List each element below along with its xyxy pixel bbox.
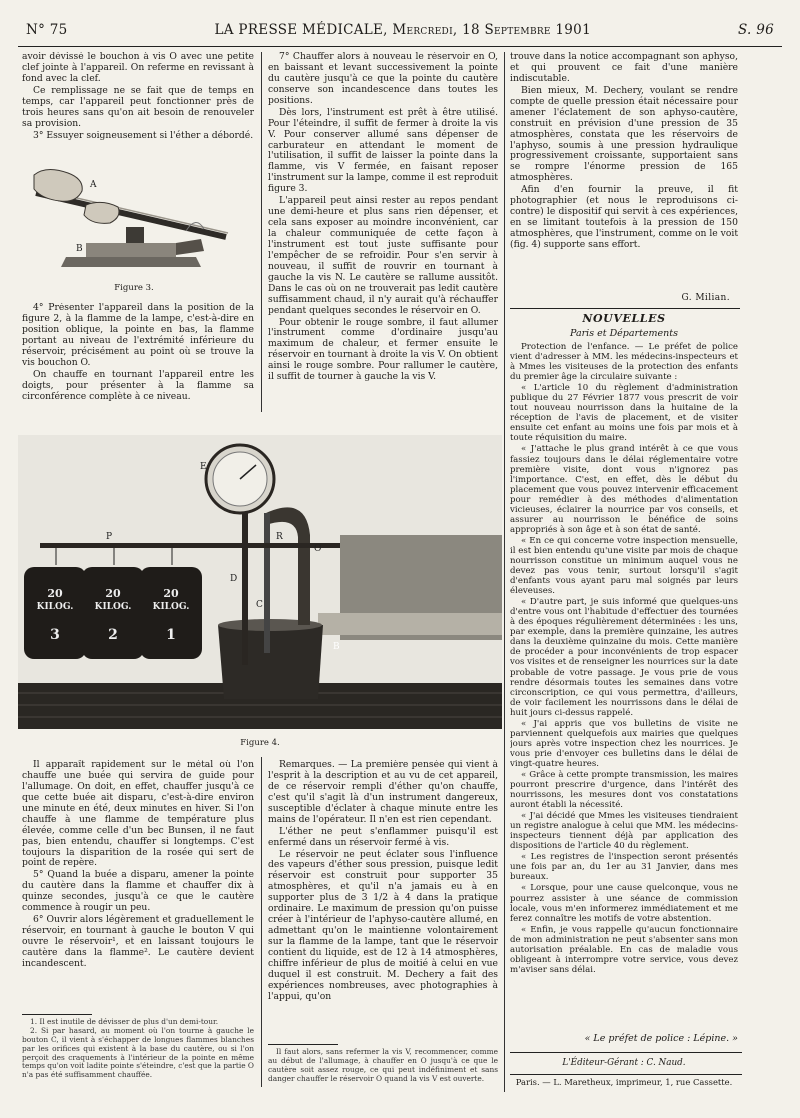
paragraph: Bien mieux, M. Dechery, voulant se rendre compte de quelle pression était nécessaire pour amener l'éclatement de son aphyso-cautère, construit en prévision d'une pression de 35 atmosphères, constata que les réservoirs de l'aphyso, soumis à une pression hydraulique progressivement croissante, supportaient sans se rompre l'énorme pression de 165 atmosphères. [510, 84, 738, 184]
footnote-rule [268, 1044, 338, 1045]
weight-unit: KILOG. [152, 602, 190, 612]
label-o: O [314, 544, 322, 554]
journal-title: LA PRESSE MÉDICALE, Mercredi, 18 Septembre 1901 [214, 22, 591, 38]
section-rule [510, 308, 740, 309]
cautery-lamp-illustration [26, 165, 242, 281]
footer-rule [510, 1052, 742, 1053]
paragraph: « En ce qui concerne votre inspection mensuelle, il est bien entendu qu'une visite par mois de chaque nourrisson constitue un minimum auquel vous ne devez pas vous tenir, surtout lorsqu'il s'agit d'enfants vous ayant paru mal soignés par leurs éleveuses. [510, 535, 738, 597]
paragraph: « Lorsque, pour une cause quelconque, vous ne pourrez assister à une séance de commission locale, vous m'en informerez immédiatement et me ferez connaître les motifs de votre abstention. [510, 883, 738, 924]
footnote: Il faut alors, sans refermer la vis V, recommencer, comme au début de l'allumage, à chauffer en O jusqu'à ce que le cautère soit assez rouge, ce qui peut indéfiniment et sans danger chauffer le réservoir O quand la vis V est ouverte. [268, 1047, 498, 1083]
paragraph: 6° Ouvrir alors légèrement et graduellement le réservoir, en tournant à gauche le bouton V qui ouvre le réservoir¹, et en laissant toujours le cautère dans la flamme². Le cautère devient incandescent. [22, 914, 254, 969]
column-2-top [268, 52, 498, 414]
figure-3-image [26, 165, 242, 281]
paragraph: Le réservoir ne peut éclater sous l'influence des vapeurs d'éther sous pression, puisque ledit réservoir est construit pour supporter 35 atmosphères, et qu'il n'a jamais eu à en supporter plus de 3 1/2 à 4 dans la pratique ordinaire. Le maximum de pression qu'on puisse créer à l'intérieur de l'aphyso-cautère allumé, en admettant qu'on le maintienne volontairement sur la flamme de la lampe, tant que le réservoir contient du liquide, est de 12 à 14 atmosphères, chiffre inférieur de plus de moitié à celui en vue duquel il est construit. M. Dechery a fait des expériences nombreuses, avec photographies à l'appui, qu'on [268, 848, 498, 1002]
column-1-lower [22, 760, 254, 1012]
paragraph: Pour obtenir le rouge sombre, il faut allumer l'instrument comme d'ordinaire jusqu'au maximum de chaleur, et fermer ensuite le réservoir en tournant à droite la vis V. On obtient ainsi le rouge sombre. Pour rallumer le cautère, il suffit de tourner à gauche la vis V. [268, 316, 498, 383]
label-c: C [256, 600, 263, 610]
author-signature: G. Milian. [681, 293, 730, 303]
label-d: D [230, 574, 238, 584]
weight-unit: KILOG. [94, 602, 132, 612]
figure-4-caption: Figure 4. [240, 738, 280, 748]
paragraph: Protection de l'enfance. — Le préfet de police vient d'adresser à MM. les médecins-inspecteurs et à Mmes les visiteuses de la protection des enfants du premier âge la circulaire suivante : [510, 342, 738, 383]
weight-number: 1 [166, 627, 176, 643]
paragraph: « D'autre part, je suis informé que quelques-uns d'entre vous ont l'habitude d'effectuer des tournées à des époques régulièrement déterminées : les uns, par exemple, dans la première quinzaine, les autres dans la deuxième quinzaine du mois. Cette manière de procéder a pour inconvénients de trop espacer vos visites et de renseigner les nourrices sur la date probable de votre passage. Je vous prie de vous rendre désormais toutes les semaines dans votre circonscription, ce qui vous permettra, d'ailleurs, de voir facilement les nourrissons dans le délai de huit jours ci-dessus rappelé. [510, 597, 738, 718]
figure-3-caption: Figure 3. [114, 283, 154, 293]
figure-4-image [18, 435, 502, 729]
paragraph: 3° Essuyer soigneusement si l'éther a débordé. [33, 129, 254, 141]
footer-rule [510, 1074, 742, 1075]
label-p: P [106, 532, 113, 542]
column-3-news [510, 342, 738, 1032]
column-divider [504, 52, 505, 1092]
paragraph: « J'ai appris que vos bulletins de visite ne parviennent quelquefois aux mairies que quelques jours après votre inspection chez les nourrices. Je vous prie d'envoyer ces bulletins dans le délai de vingt-quatre heures. [510, 718, 738, 769]
column-2-lower [268, 760, 498, 1038]
paragraph: L'appareil peut ainsi rester au repos pendant une demi-heure et plus sans rien dépenser, et cela sans exposer au moindre inconvénient, car la chaleur communiquée de cette façon à l'instrument est tout juste suffisante pour l'empêcher de se refroidir. Pour s'en servir à nouveau, il suffit de rouvrir en tournant à gauche la vis N. Le cautère se rallume aussitôt. Dans le cas où on ne trouverait pas ledit cautère suffisamment chaud, il n'y aurait qu'à réchauffer pendant quelques secondes le réservoir en O. [268, 195, 498, 316]
column-2-footnotes [268, 1048, 498, 1092]
page-header [26, 22, 774, 44]
news-heading [510, 312, 738, 339]
section-title: NOUVELLES [582, 312, 666, 325]
paragraph: « L'article 10 du règlement d'administration publique du 27 Février 1877 vous prescrit de voir tout nouveau nourrisson dans la huitaine de la réception de l'avis de placement, et de visiter ensuite cet enfant au moins une fois par mois et à toute réquisition du maire. [510, 383, 738, 444]
weight-number: 3 [50, 627, 60, 643]
weight-unit: KILOG. [36, 602, 74, 612]
paragraph: Il apparaît rapidement sur le métal où l'on chauffe une buée qui servira de guide pour l'allumage. On doit, en effet, chauffer jusqu'à ce que cette buée ait disparu, c'est-à-dire environ une minute en été, deux minutes en hiver. Si l'on chauffe à une flamme de température plus élevée, comme celle d'un bec Bunsen, il ne faut pas, bien entendu, chauffer si longtemps. C'est toujours la disparition de la rosée qui sert de point de repère. [22, 760, 254, 869]
header-rule [18, 46, 782, 47]
label-b: B [76, 244, 83, 254]
paragraph: Remarques. — La première pensée qui vient à l'esprit à la description et au vu de cet appareil, de ce réservoir rempli d'éther qu'on chauffe, c'est qu'il s'agit là d'un instrument dangereux, susceptible d'éclater à chaque minute entre les mains de l'opérateur. Il n'en est rien cependant. [268, 760, 498, 825]
weight-label: 20 [47, 587, 63, 600]
paragraph: L'éther ne peut s'enflammer puisqu'il est enfermé dans un réservoir fermé à vis. [268, 825, 498, 848]
label-a: A [90, 180, 97, 190]
weight-label: 20 [105, 587, 121, 600]
column-1-top [22, 52, 254, 158]
page-number: S. 96 [737, 22, 774, 38]
paragraph: trouve dans la notice accompagnant son aphyso, et qui prouvent ce fait d'une manière indiscutable. [510, 52, 738, 84]
paragraph: « Grâce à cette prompte transmission, les maires pourront prescrire d'urgence, dans l'intérêt des nourrissons, les mesures dont vos constatations auront établi la nécessité. [510, 769, 738, 811]
column-divider [261, 757, 262, 1087]
paragraph: Ce remplissage ne se fait que de temps en temps, car l'appareil peut fonctionner près de trois heures sans qu'on ait besoin de renouveler sa provision. [22, 84, 254, 129]
column-1-footnotes [22, 1018, 254, 1092]
section-subtitle: Paris et Départements [570, 328, 678, 339]
issue-number: N° 75 [26, 22, 68, 38]
weight-number: 2 [108, 627, 118, 643]
column-divider [261, 52, 262, 412]
column-1-middle [22, 303, 254, 415]
closing-signature: « Le préfet de police : Lépine. » [584, 1033, 738, 1044]
label-r: R [276, 532, 283, 542]
paragraph: 4° Présenter l'appareil dans la position de la figure 2, à la flamme de la lampe, c'est-à-dire en position oblique, la pointe en bas, la flamme portant au niveau de l'extrémité inférieure du réservoir, précisément au point où se trouve la vis bouchon O. [22, 303, 254, 368]
paragraph: « Les registres de l'inspection seront présentés une fois par an, du 1er au 31 Janvier, dans mes bureaux. [510, 852, 738, 883]
label-b: B [333, 642, 340, 652]
paragraph: On chauffe en tournant l'appareil entre les doigts, pour présenter à la flamme sa circonférence complète à ce niveau. [22, 368, 254, 402]
editor-line: L'Éditeur-Gérant : C. Naud. [562, 1058, 686, 1068]
footnote-rule [22, 1014, 92, 1015]
paragraph: « Enfin, je vous rappelle qu'aucun fonctionnaire de mon administration ne peut s'absenter sans mon autorisation préalable. En cas de maladie vous obligeant à interrompre votre service, vous devez m'aviser sans délai. [510, 924, 738, 975]
pressure-test-photograph [18, 435, 502, 729]
paragraph: « J'ai décidé que Mmes les visiteuses tiendraient un registre analogue à celui que MM. les médecins-inspecteurs tiennent déjà par application des dispositions de l'article 40 du règlement. [510, 811, 738, 852]
footnote: 2. Si par hasard, au moment où l'on tourne à gauche le bouton C, il vient à s'échapper de longues flammes blanches par les orifices qui existent à la base du cautère, ou si l'on perçoit des craquements à l'intérieur de la pointe en même temps qu'on voit ladite pointe s'éteindre, c'est que la partie O n'a pas été suffisamment chauffée. [22, 1025, 254, 1080]
paragraph: avoir dévissé le bouchon à vis O avec une petite clef jointe à l'appareil. On referme en revissant à fond avec la clef. [22, 52, 254, 84]
paragraph: 7° Chauffer alors à nouveau le réservoir en O, en baissant et levant successivement la pointe du cautère jusqu'à ce que la pointe du cautère conserve son incandescence dans toutes les positions. [268, 52, 498, 106]
footnote: 1. Il est inutile de dévisser de plus d'un demi-tour. [30, 1017, 219, 1026]
label-e: E [200, 462, 207, 472]
paragraph: Afin d'en fournir la preuve, il fit photographier (et nous le reproduisons ci-contre) le dispositif qui servit à ces expériences, en se limitant toutefois à la pression de 150 atmosphères, que l'instrument, comme on le voit (fig. 4) supporte sans effort. [510, 184, 738, 250]
printer-line: Paris. — L. Maretheux, imprimeur, 1, rue Cassette. [515, 1077, 733, 1087]
paragraph: « J'attache le plus grand intérêt à ce que vous fassiez toujours dans le délai réglementaire votre première visite, dont vous n'ignorez pas l'importance. C'est, en effet, dès le début du placement que vous pouvez intervenir efficacement pour remédier à des méthodes d'alimentation vicieuses, éclairer la nourrice par vos conseils, et assurer au nourrisson le bénéfice de soins appropriés à son âge et à son état de santé. [510, 444, 738, 535]
paragraph: Dès lors, l'instrument est prêt à être utilisé. Pour l'éteindre, il suffit de fermer à droite la vis V. Pour conserver allumé sans dépenser de carburateur en attendant le moment de l'utilisation, il suffit de laisser la pointe dans la flamme, vis V fermée, en faisant reposer l'instrument sur la lampe, comme il est reproduit figure 3. [268, 106, 498, 195]
weight-label: 20 [163, 587, 179, 600]
column-3-top [510, 52, 738, 278]
paragraph: 5° Quand la buée a disparu, amener la pointe du cautère dans la flamme et chauffer dix à quinze secondes, jusqu'à ce que le cautère commence à rougir un peu. [22, 869, 254, 914]
